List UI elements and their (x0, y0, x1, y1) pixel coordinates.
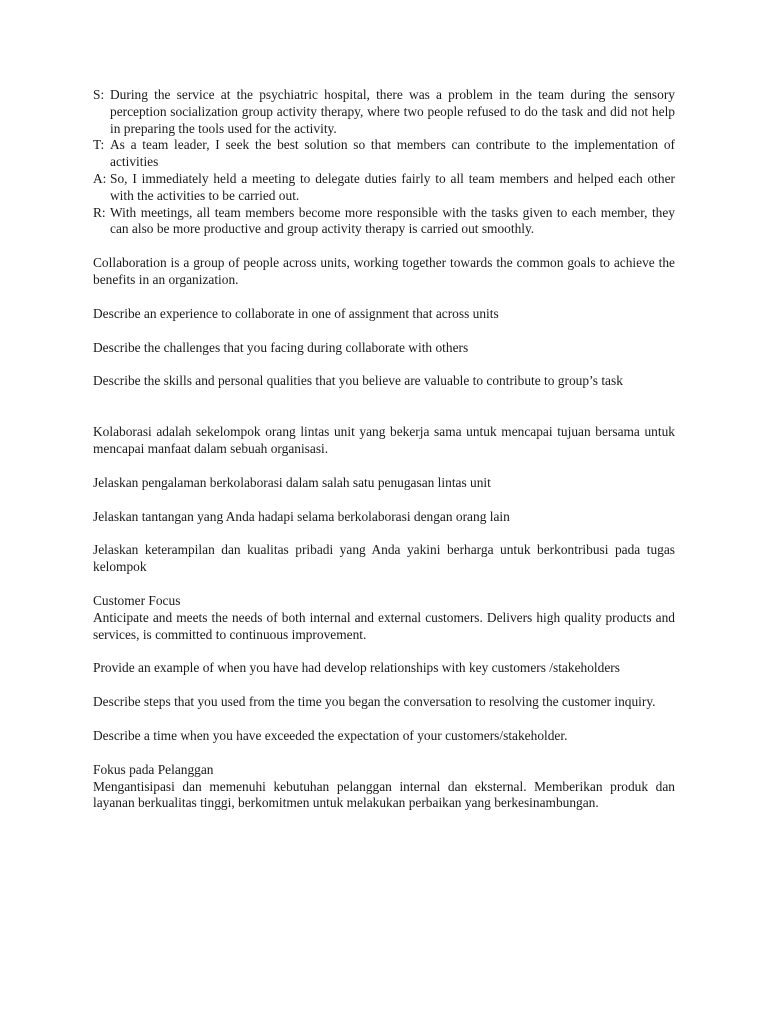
customer-question-2-en: Describe steps that you used from the time you began the conversation to resolving the customer inquiry. (93, 694, 656, 710)
customer-question-3-en: Describe a time when you have exceeded the expectation of your customers/stakeholder. (93, 727, 568, 743)
star-item-situation (93, 87, 675, 137)
star-text: With meetings, all team members become more responsible with the tasks given to each member, they can also be more productive and group activity therapy is carried out smoothly. (110, 204, 675, 237)
collaboration-question-2-id: Jelaskan tantangan yang Anda hadapi selama berkolaborasi dengan orang lain (93, 508, 510, 524)
star-letter: A: (93, 170, 107, 186)
star-list (93, 87, 675, 238)
star-text: During the service at the psychiatric hospital, there was a problem in the team during the sensory perception socialization group activity therapy, where two people refused to do the task and did not help in preparing the tools used for the activity. (110, 87, 675, 136)
customer-focus-section-en (93, 593, 675, 643)
customer-question-1-en: Provide an example of when you have had develop relationships with key customers /stakeholders (93, 660, 620, 676)
star-item-task (93, 137, 675, 171)
customer-focus-definition-id: Mengantisipasi dan memenuhi kebutuhan pelanggan internal dan eksternal. Memberikan produk dan layanan berkualitas tinggi, berkomitmen untuk melakukan perbaikan yang berkesinambungan. (93, 778, 675, 811)
collaboration-definition-en: Collaboration is a group of people across units, working together towards the common goals to achieve the benefits in an organization. (93, 255, 675, 287)
star-letter: T: (93, 137, 105, 153)
collaboration-definition-id: Kolaborasi adalah sekelompok orang lintas unit yang bekerja sama untuk mencapai tujuan bersama untuk mencapai manfaat dalam sebuah organisasi. (93, 424, 675, 456)
star-text: So, I immediately held a meeting to delegate duties fairly to all team members and helped each other with the activities to be carried out. (110, 170, 675, 203)
star-item-result (93, 205, 675, 239)
collaboration-question-2-en: Describe the challenges that you facing during collaborate with others (93, 339, 469, 355)
customer-focus-section-id (93, 762, 675, 812)
document-page (93, 87, 675, 829)
star-text: As a team leader, I seek the best solution so that members can contribute to the implementation of activities (110, 137, 675, 170)
customer-focus-heading-en: Customer Focus (93, 592, 181, 608)
collaboration-question-1-id: Jelaskan pengalaman berkolaborasi dalam salah satu penugasan lintas unit (93, 474, 491, 490)
star-letter: S: (93, 87, 105, 102)
star-item-action (93, 171, 675, 205)
collaboration-question-3-en: Describe the skills and personal qualities that you believe are valuable to contribute to group’s task (93, 373, 623, 389)
customer-focus-definition-en: Anticipate and meets the needs of both internal and external customers. Delivers high quality products and services, is committed to continuous improvement. (93, 609, 675, 642)
star-letter: R: (93, 204, 106, 220)
collaboration-question-3-id: Jelaskan keterampilan dan kualitas pribadi yang Anda yakini berharga untuk berkontribusi pada tugas kelompok (93, 542, 675, 575)
collaboration-question-1-en: Describe an experience to collaborate in one of assignment that across units (93, 305, 499, 321)
customer-focus-heading-id: Fokus pada Pelanggan (93, 761, 214, 777)
